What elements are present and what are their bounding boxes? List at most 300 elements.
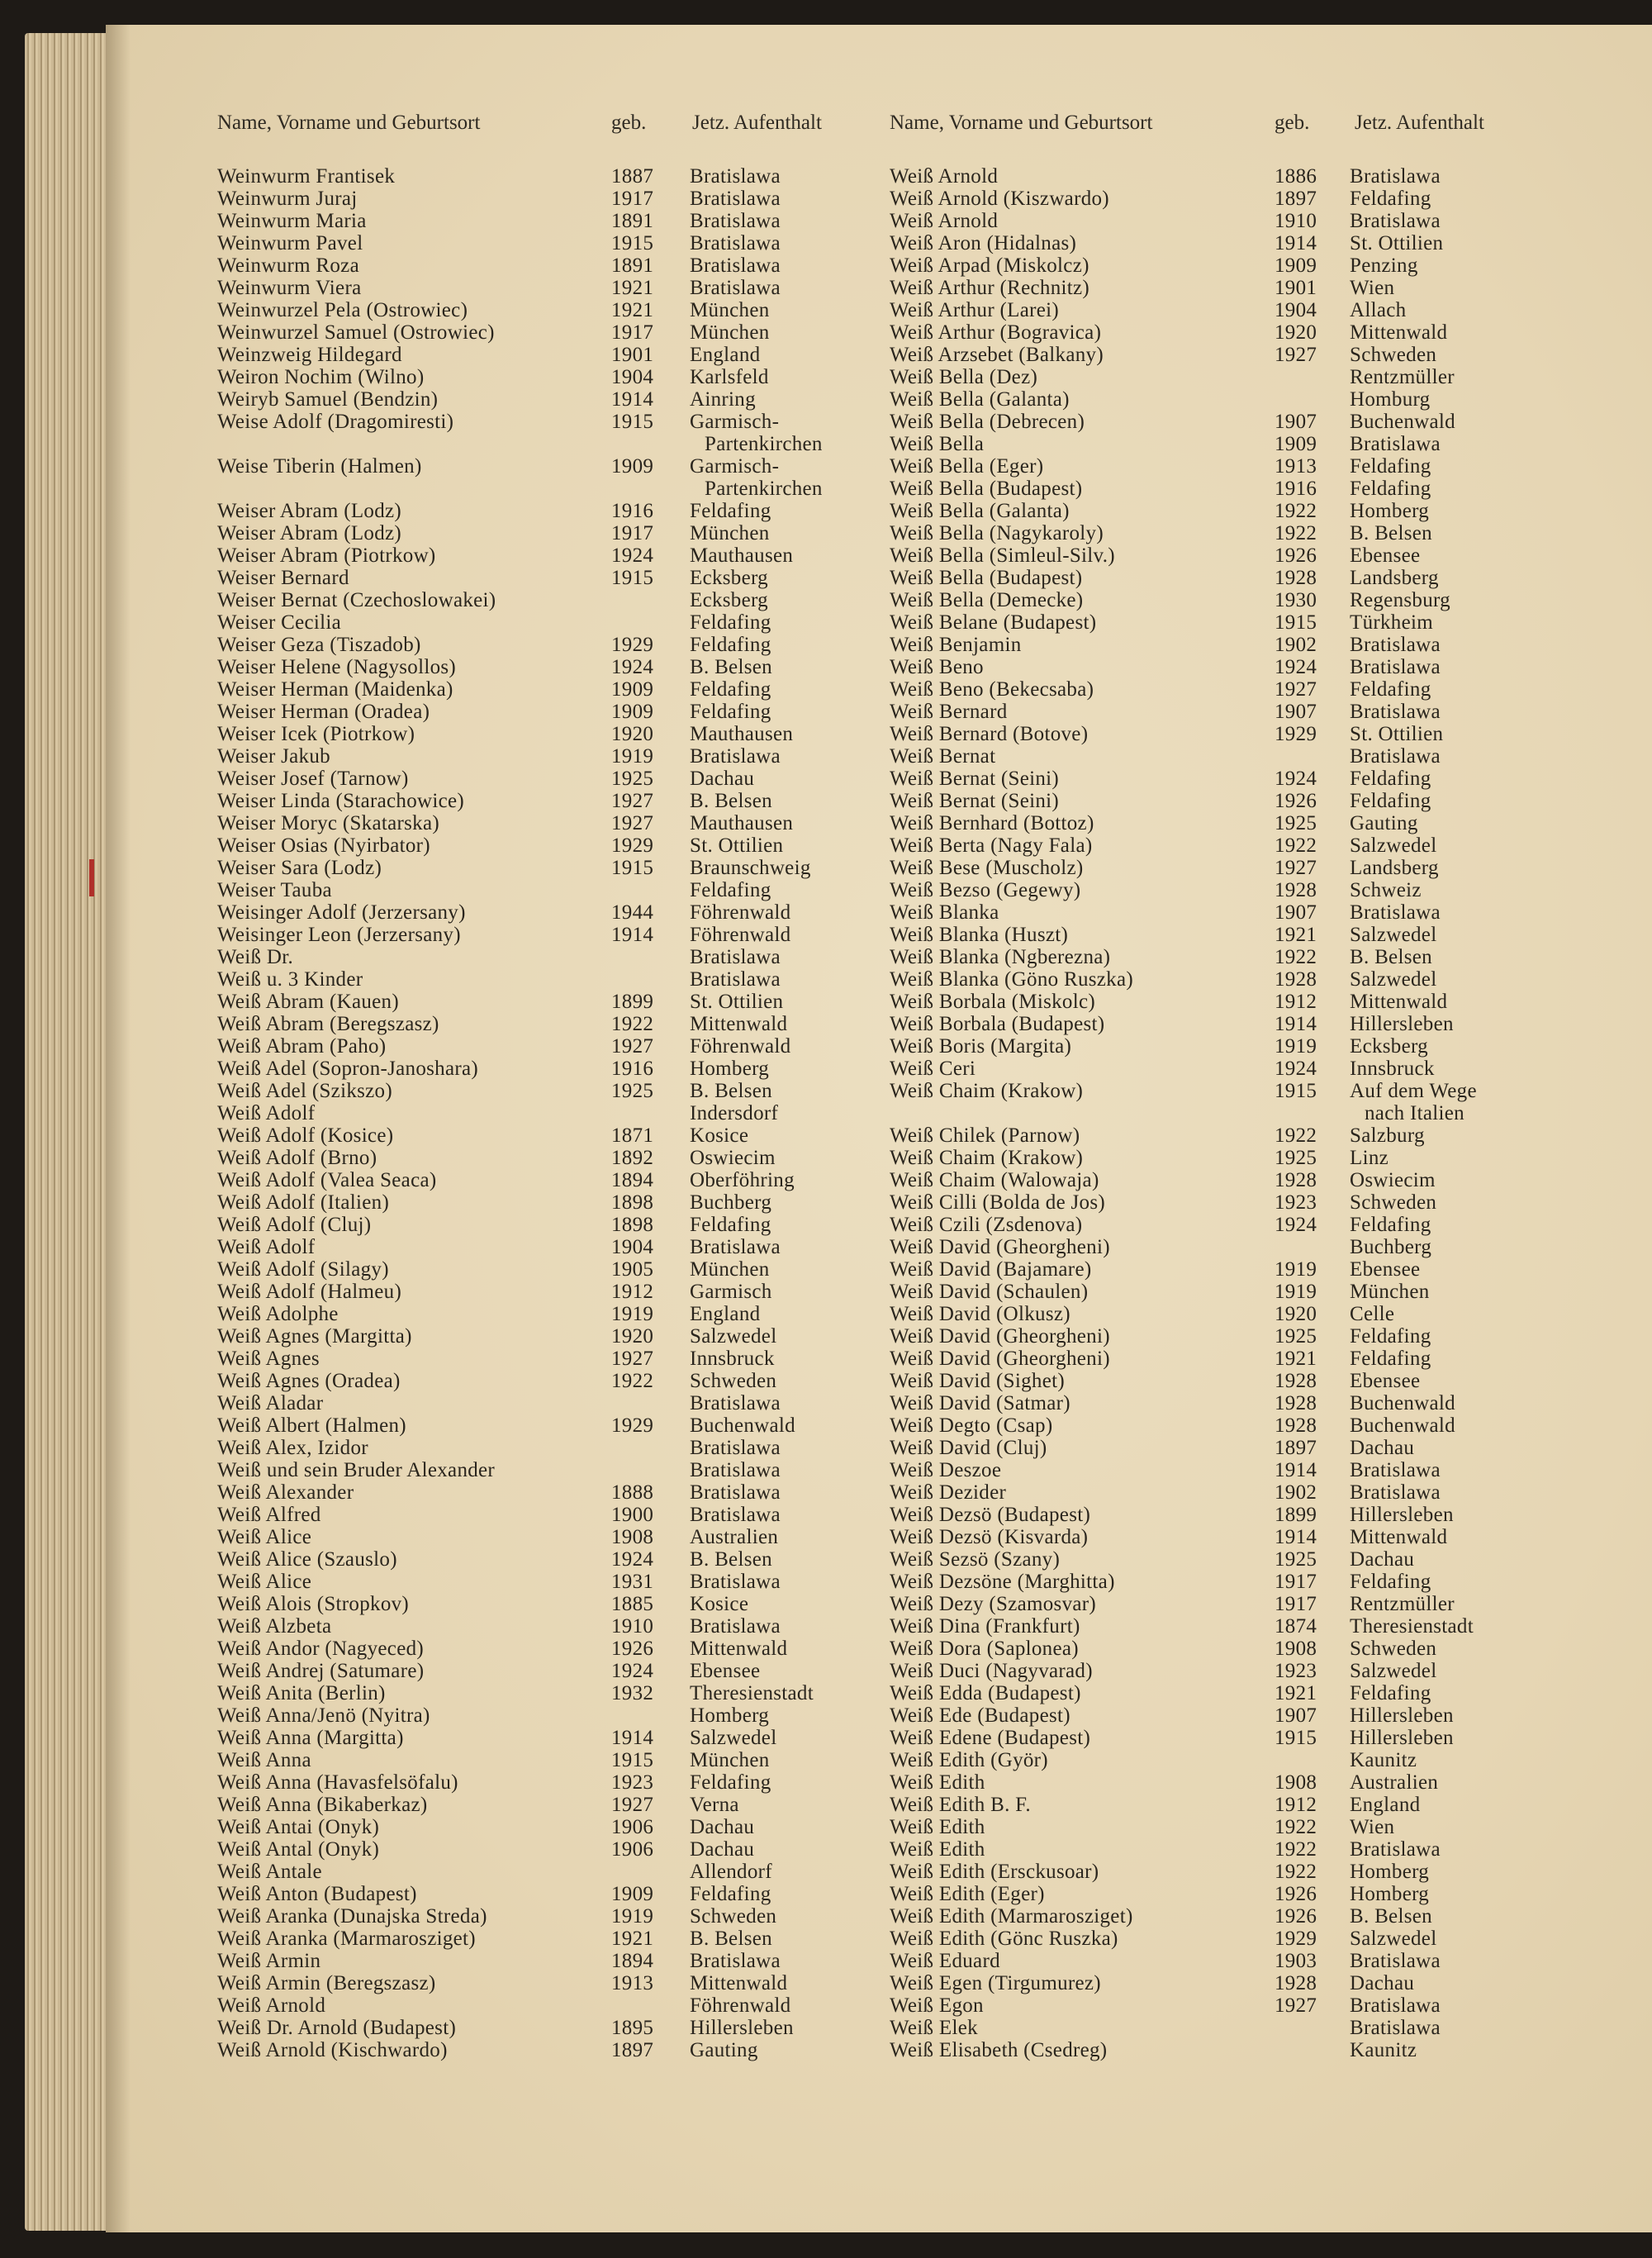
entry-name: Weiß Dr. (217, 946, 294, 968)
entry-birth-year: 1897 (1275, 1437, 1317, 1459)
entry-name: Weiß Bella (890, 433, 985, 455)
entry-birth-year: 1925 (1275, 1548, 1317, 1571)
header-left-ort: Jetz. Aufenthalt (692, 112, 822, 134)
entry-name: Weiß Bernat (890, 745, 996, 768)
entry-residence: Hillersleben (1350, 1504, 1454, 1526)
entry-residence: Buchenwald (1350, 1392, 1455, 1414)
entry-birth-year: 1926 (1275, 1883, 1317, 1905)
entry-residence: Ainring (690, 388, 756, 411)
entry-name: Weiß Bella (Galanta) (890, 388, 1070, 411)
entry-residence: Schweden (1350, 1638, 1437, 1660)
entry-name: Weiß Borbala (Miskolc) (890, 991, 1095, 1013)
entry-birth-year: 1922 (1275, 522, 1317, 544)
entry-residence: B. Belsen (690, 656, 772, 678)
entry-residence: Bratislawa (1350, 656, 1441, 678)
entry-residence: Bratislawa (1350, 2017, 1441, 2039)
entry-birth-year: 1926 (1275, 790, 1317, 812)
page-gutter-shadow (106, 25, 131, 2232)
entry-name: Weiß Alex, Izidor (217, 1437, 368, 1459)
entry-residence: Homberg (1350, 500, 1430, 522)
entry-residence: England (1350, 1794, 1421, 1816)
entry-birth-year: 1929 (1275, 723, 1317, 745)
entry-name: Weiß Antai (Onyk) (217, 1816, 380, 1838)
entry-residence: Bratislawa (690, 968, 781, 991)
entry-birth-year: 1929 (611, 634, 654, 656)
entry-birth-year: 1919 (611, 745, 654, 768)
entry-birth-year: 1900 (611, 1504, 654, 1526)
entry-residence: Feldafing (690, 500, 771, 522)
entry-name: Weiß Bella (Budapest) (890, 478, 1083, 500)
entry-residence: Bratislawa (690, 165, 781, 188)
entry-name: Weiß Dezsöne (Marghitta) (890, 1571, 1115, 1593)
entry-residence: Ebensee (1350, 1370, 1421, 1392)
entry-residence: Türkheim (1350, 611, 1433, 634)
entry-birth-year: 1929 (611, 834, 654, 857)
entry-residence: Landsberg (1350, 567, 1439, 589)
entry-name: Weiß Chaim (Krakow) (890, 1147, 1084, 1169)
entry-name: Weiß Anna/Jenö (Nyitra) (217, 1704, 430, 1727)
entry-name: Weiser Jakub (217, 745, 330, 768)
entry-residence: Innsbruck (1350, 1058, 1435, 1080)
entry-name: Weiß Sezsö (Szany) (890, 1548, 1061, 1571)
entry-residence: Feldafing (1350, 1571, 1431, 1593)
entry-birth-year: 1921 (1275, 1348, 1317, 1370)
entry-birth-year: 1916 (611, 500, 654, 522)
entry-name: Weiß Alice (217, 1526, 312, 1548)
entry-residence: Homberg (1350, 1861, 1430, 1883)
entry-residence: München (690, 321, 770, 344)
entry-birth-year: 1909 (611, 678, 654, 701)
entry-name: Weiser Osias (Nyirbator) (217, 834, 430, 857)
entry-name: Weiß Beno (890, 656, 984, 678)
entry-residence-continuation: Partenkirchen (705, 433, 823, 455)
entry-residence: Bratislawa (1350, 433, 1441, 455)
entry-birth-year: 1922 (611, 1370, 654, 1392)
entry-residence: Dachau (690, 1838, 755, 1861)
entry-name: Weinwurm Maria (217, 210, 367, 232)
entry-birth-year: 1915 (1275, 611, 1317, 634)
entry-birth-year: 1920 (1275, 1303, 1317, 1325)
entry-name: Weiser Tauba (217, 879, 332, 901)
entry-birth-year: 1899 (1275, 1504, 1317, 1526)
entry-birth-year: 1923 (1275, 1191, 1317, 1214)
entry-residence: Feldafing (1350, 1348, 1431, 1370)
entry-residence: Schweden (1350, 1191, 1437, 1214)
entry-name: Weiß Boris (Margita) (890, 1035, 1072, 1058)
entry-residence: Kaunitz (1350, 2039, 1417, 2061)
entry-residence: Verna (690, 1794, 739, 1816)
entry-residence: Linz (1350, 1147, 1389, 1169)
entry-residence: Indersdorf (690, 1102, 779, 1124)
entry-birth-year: 1901 (611, 344, 654, 366)
entry-name: Weiß Alzbeta (217, 1615, 332, 1638)
entry-name: Weiser Cecilia (217, 611, 342, 634)
header-right-ort: Jetz. Aufenthalt (1355, 112, 1484, 134)
entry-birth-year: 1908 (611, 1526, 654, 1548)
entry-birth-year: 1919 (1275, 1035, 1317, 1058)
entry-residence: Bratislawa (1350, 745, 1441, 768)
entry-residence: Auf dem Wege (1350, 1080, 1477, 1102)
entry-residence: Oswiecim (1350, 1169, 1436, 1191)
entry-residence: Feldafing (1350, 1325, 1431, 1348)
entry-name: Weiß Cilli (Bolda de Jos) (890, 1191, 1106, 1214)
entry-birth-year: 1920 (611, 723, 654, 745)
entry-residence: Garmisch (690, 1281, 772, 1303)
entry-name: Weiß Bernat (Seini) (890, 768, 1060, 790)
entry-name: Weiß Blanka (Ngberezna) (890, 946, 1111, 968)
entry-name: Weiß Aranka (Marmarosziget) (217, 1928, 476, 1950)
entry-name: Weiser Bernard (217, 567, 349, 589)
entry-residence: England (690, 1303, 761, 1325)
entry-birth-year: 1907 (1275, 1704, 1317, 1727)
entry-residence: B. Belsen (1350, 1905, 1432, 1928)
entry-name: Weiß Dezy (Szamosvar) (890, 1593, 1097, 1615)
entry-name: Weiß Abram (Paho) (217, 1035, 387, 1058)
entry-name: Weiß Edith (890, 1838, 985, 1861)
entry-name: Weiß Egen (Tirgumurez) (890, 1972, 1101, 1994)
entry-birth-year: 1923 (1275, 1660, 1317, 1682)
entry-name: Weiß Arthur (Bogravica) (890, 321, 1102, 344)
entry-birth-year: 1904 (1275, 299, 1317, 321)
entry-residence: Regensburg (1350, 589, 1450, 611)
entry-residence: Allach (1350, 299, 1407, 321)
entry-name: Weiser Abram (Lodz) (217, 500, 402, 522)
entry-name: Weiß Bella (Simleul-Silv.) (890, 544, 1115, 567)
entry-birth-year: 1924 (611, 656, 654, 678)
entry-residence: Salzwedel (1350, 834, 1437, 857)
entry-birth-year: 1898 (611, 1214, 654, 1236)
entry-residence: B. Belsen (690, 1548, 772, 1571)
entry-residence: Buchberg (690, 1191, 772, 1214)
entry-residence: Dachau (1350, 1972, 1415, 1994)
entry-birth-year: 1909 (1275, 254, 1317, 277)
entry-name: Weiß Bella (Debrecen) (890, 411, 1085, 433)
entry-birth-year: 1917 (611, 522, 654, 544)
entry-birth-year: 1922 (1275, 1838, 1317, 1861)
entry-residence: Oswiecim (690, 1147, 776, 1169)
entry-birth-year: 1897 (1275, 188, 1317, 210)
entry-birth-year: 1921 (1275, 1682, 1317, 1704)
entry-name: Weiß Bella (Galanta) (890, 500, 1070, 522)
entry-name: Weiß Eduard (890, 1950, 1000, 1972)
entry-name: Weiß und sein Bruder Alexander (217, 1459, 496, 1481)
entry-name: Weiß Adolf (Kosice) (217, 1124, 394, 1147)
entry-residence: Bratislawa (690, 1236, 781, 1258)
entry-name: Weiß Dezider (890, 1481, 1007, 1504)
entry-name: Weinwurm Pavel (217, 232, 363, 254)
entry-residence: Ecksberg (690, 567, 768, 589)
entry-name: Weiser Herman (Maidenka) (217, 678, 453, 701)
entry-birth-year: 1913 (1275, 455, 1317, 478)
entry-name: Weiß Adolf (Halmeu) (217, 1281, 402, 1303)
entry-residence: Mauthausen (690, 723, 794, 745)
entry-residence: St. Ottilien (1350, 723, 1444, 745)
entry-residence: Theresienstadt (690, 1682, 814, 1704)
entry-name: Weinwurm Frantisek (217, 165, 396, 188)
entry-name: Weiß Dina (Frankfurt) (890, 1615, 1080, 1638)
entry-residence: Bratislawa (690, 946, 781, 968)
entry-residence: Feldafing (690, 678, 771, 701)
entry-name: Weiß Anna (Havasfelsöfalu) (217, 1771, 458, 1794)
entry-residence: Salzburg (1350, 1124, 1425, 1147)
entry-name: Weiß Alfred (217, 1504, 321, 1526)
entry-birth-year: 1915 (611, 1749, 654, 1771)
entry-birth-year: 1892 (611, 1147, 654, 1169)
entry-name: Weiß Degto (Csap) (890, 1414, 1053, 1437)
entry-residence: Feldafing (1350, 188, 1431, 210)
entry-birth-year: 1891 (611, 210, 654, 232)
entry-name: Weiß Bella (Budapest) (890, 567, 1083, 589)
entry-name: Weiß Antal (Onyk) (217, 1838, 380, 1861)
entry-residence: Karlsfeld (690, 366, 769, 388)
entry-residence: Salzwedel (690, 1727, 777, 1749)
entry-residence: Hillersleben (690, 2017, 794, 2039)
entry-residence: Kaunitz (1350, 1749, 1417, 1771)
entry-residence: Ebensee (1350, 544, 1421, 567)
entry-birth-year: 1921 (611, 277, 654, 299)
entry-birth-year: 1944 (611, 901, 654, 924)
entry-name: Weiß Anton (Budapest) (217, 1883, 417, 1905)
entry-name: Weiß David (Olkusz) (890, 1303, 1070, 1325)
entry-name: Weiß Agnes (Margitta) (217, 1325, 412, 1348)
entry-birth-year: 1925 (611, 1080, 654, 1102)
entry-name: Weiß Agnes (Oradea) (217, 1370, 401, 1392)
entry-name: Weiß Czili (Zsdenova) (890, 1214, 1083, 1236)
entry-residence: Bratislawa (690, 254, 781, 277)
entry-residence: Theresienstadt (1350, 1615, 1474, 1638)
entry-birth-year: 1922 (1275, 500, 1317, 522)
entry-birth-year: 1871 (611, 1124, 654, 1147)
entry-residence: München (690, 299, 770, 321)
entry-name: Weiß Adolf (217, 1102, 316, 1124)
entry-birth-year: 1895 (611, 2017, 654, 2039)
entry-name: Weiß David (Gheorgheni) (890, 1236, 1110, 1258)
entry-residence: Bratislawa (1350, 1481, 1441, 1504)
entry-name: Weiß Arnold (Kischwardo) (217, 2039, 448, 2061)
entry-birth-year: 1905 (611, 1258, 654, 1281)
entry-residence: Feldafing (1350, 478, 1431, 500)
entry-birth-year: 1915 (611, 411, 654, 433)
entry-birth-year: 1927 (1275, 678, 1317, 701)
entry-birth-year: 1899 (611, 991, 654, 1013)
entry-birth-year: 1925 (1275, 812, 1317, 834)
entry-name: Weiß Adolf (Cluj) (217, 1214, 372, 1236)
entry-birth-year: 1885 (611, 1593, 654, 1615)
entry-residence: Bratislawa (690, 1571, 781, 1593)
entry-name: Weiß Arthur (Larei) (890, 299, 1059, 321)
entry-birth-year: 1919 (611, 1905, 654, 1928)
entry-name: Weinwurzel Samuel (Ostrowiec) (217, 321, 495, 344)
entry-name: Weiß David (Sighet) (890, 1370, 1065, 1392)
entry-birth-year: 1914 (1275, 232, 1317, 254)
entry-birth-year: 1919 (1275, 1258, 1317, 1281)
entry-name: Weiß Bella (Eger) (890, 455, 1044, 478)
entry-name: Weiß Bella (Nagykaroly) (890, 522, 1104, 544)
entry-residence: Feldafing (1350, 1682, 1431, 1704)
entry-name: Weiß David (Gheorgheni) (890, 1348, 1110, 1370)
entry-residence: Föhrenwald (690, 901, 791, 924)
entry-birth-year: 1924 (1275, 656, 1317, 678)
entry-residence: Bratislawa (690, 1615, 781, 1638)
entry-residence: Bratislawa (690, 232, 781, 254)
entry-residence: Garmisch- (690, 455, 780, 478)
bookmark-ribbon (89, 859, 94, 896)
entry-residence: Homberg (690, 1058, 770, 1080)
entry-name: Weiß David (Satmar) (890, 1392, 1070, 1414)
entry-residence: Bratislawa (1350, 901, 1441, 924)
entry-name: Weiß Dezsö (Budapest) (890, 1504, 1091, 1526)
entry-residence: Bratislawa (690, 1504, 781, 1526)
entry-name: Weiß Arnold (890, 210, 999, 232)
entry-name: Weiß Armin (Beregszasz) (217, 1972, 436, 1994)
entry-name: Weiß Chaim (Walowaja) (890, 1169, 1099, 1191)
entry-residence: München (690, 522, 770, 544)
entry-name: Weiser Moryc (Skatarska) (217, 812, 439, 834)
entry-name: Weiß Adel (Sopron-Janoshara) (217, 1058, 479, 1080)
entry-birth-year: 1891 (611, 254, 654, 277)
entry-name: Weiß Ceri (890, 1058, 976, 1080)
entry-name: Weiß Anna (Margitta) (217, 1727, 404, 1749)
entry-residence: Landsberg (1350, 857, 1439, 879)
entry-birth-year: 1910 (611, 1615, 654, 1638)
entry-birth-year: 1930 (1275, 589, 1317, 611)
entry-name: Weiß Chilek (Parnow) (890, 1124, 1080, 1147)
entry-birth-year: 1894 (611, 1950, 654, 1972)
entry-birth-year: 1916 (1275, 478, 1317, 500)
entry-birth-year: 1927 (1275, 857, 1317, 879)
entry-name: Weinwurm Roza (217, 254, 359, 277)
entry-name: Weiß Edith B. F. (890, 1794, 1031, 1816)
entry-residence: Homberg (690, 1704, 770, 1727)
entry-residence: St. Ottilien (690, 991, 784, 1013)
entry-name: Weiser Abram (Lodz) (217, 522, 402, 544)
page-stack-edge (25, 33, 112, 2231)
entry-residence: Hillersleben (1350, 1704, 1454, 1727)
entry-birth-year: 1926 (1275, 544, 1317, 567)
entry-residence-continuation: nach Italien (1365, 1102, 1464, 1124)
entry-residence: Ecksberg (690, 589, 768, 611)
entry-residence: Bratislawa (1350, 165, 1441, 188)
entry-birth-year: 1928 (1275, 879, 1317, 901)
entry-residence: Salzwedel (1350, 1660, 1437, 1682)
entry-name: Weiß Ede (Budapest) (890, 1704, 1070, 1727)
entry-birth-year: 1908 (1275, 1771, 1317, 1794)
entry-name: Weise Tiberin (Halmen) (217, 455, 422, 478)
entry-name: Weiß Arthur (Rechnitz) (890, 277, 1090, 299)
entry-birth-year: 1909 (611, 701, 654, 723)
entry-residence: Feldafing (690, 1883, 771, 1905)
entry-residence: Bratislawa (1350, 1994, 1441, 2017)
entry-name: Weiß Anna (217, 1749, 311, 1771)
entry-birth-year: 1909 (1275, 433, 1317, 455)
entry-residence: Feldafing (1350, 790, 1431, 812)
entry-name: Weiß Anna (Bikaberkaz) (217, 1794, 428, 1816)
entry-birth-year: 1915 (1275, 1080, 1317, 1102)
entry-residence: Homburg (1350, 388, 1431, 411)
entry-name: Weiß Deszoe (890, 1459, 1002, 1481)
entry-name: Weiser Icek (Piotrkow) (217, 723, 415, 745)
entry-birth-year: 1914 (1275, 1526, 1317, 1548)
entry-birth-year: 1928 (1275, 1414, 1317, 1437)
entry-residence: Buchenwald (1350, 411, 1455, 433)
entry-residence: Dachau (1350, 1437, 1415, 1459)
entry-name: Weiser Bernat (Czechoslowakei) (217, 589, 496, 611)
entry-birth-year: 1927 (611, 1794, 654, 1816)
entry-birth-year: 1901 (1275, 277, 1317, 299)
entry-birth-year: 1920 (611, 1325, 654, 1348)
entry-name: Weinwurzel Pela (Ostrowiec) (217, 299, 468, 321)
entry-birth-year: 1908 (1275, 1638, 1317, 1660)
entry-residence: Bratislawa (690, 277, 781, 299)
entry-birth-year: 1927 (611, 1035, 654, 1058)
entry-birth-year: 1897 (611, 2039, 654, 2061)
entry-name: Weiryb Samuel (Bendzin) (217, 388, 439, 411)
entry-residence: Föhrenwald (690, 924, 791, 946)
entry-name: Weinwurm Viera (217, 277, 362, 299)
entry-birth-year: 1904 (611, 366, 654, 388)
entry-name: Weinwurm Juraj (217, 188, 358, 210)
entry-name: Weiß Egon (890, 1994, 984, 2017)
entry-residence: Mittenwald (690, 1638, 788, 1660)
entry-residence: Braunschweig (690, 857, 811, 879)
entry-name: Weiß Anita (Berlin) (217, 1682, 386, 1704)
entry-birth-year: 1907 (1275, 701, 1317, 723)
entry-name: Weiß Andrej (Satumare) (217, 1660, 425, 1682)
entry-name: Weiß Bese (Muscholz) (890, 857, 1084, 879)
entry-name: Weiß Adolf (217, 1236, 316, 1258)
entry-name: Weiß Dora (Saplonea) (890, 1638, 1079, 1660)
entry-name: Weiß Aron (Hidalnas) (890, 232, 1077, 254)
entry-residence: Bratislawa (1350, 634, 1441, 656)
entry-birth-year: 1924 (611, 1660, 654, 1682)
entry-name: Weiß Edith (890, 1816, 985, 1838)
entry-name: Weiß David (Bajamare) (890, 1258, 1092, 1281)
entry-name: Weiß Duci (Nagyvarad) (890, 1660, 1093, 1682)
entry-residence: Mauthausen (690, 544, 794, 567)
entry-birth-year: 1921 (611, 299, 654, 321)
entry-name: Weiß Dr. Arnold (Budapest) (217, 2017, 457, 2039)
entry-residence: Buchenwald (1350, 1414, 1455, 1437)
entry-birth-year: 1919 (1275, 1281, 1317, 1303)
entry-birth-year: 1928 (1275, 968, 1317, 991)
entry-name: Weiß Arnold (890, 165, 999, 188)
entry-birth-year: 1914 (611, 924, 654, 946)
entry-name: Weiß Bezso (Gegewy) (890, 879, 1081, 901)
entry-name: Weisinger Adolf (Jerzersany) (217, 901, 466, 924)
entry-name: Weiser Helene (Nagysollos) (217, 656, 457, 678)
entry-residence: Mittenwald (690, 1972, 788, 1994)
entry-residence: Buchberg (1350, 1236, 1432, 1258)
entry-residence: Föhrenwald (690, 1035, 791, 1058)
entry-name: Weiß Aladar (217, 1392, 324, 1414)
entry-birth-year: 1907 (1275, 411, 1317, 433)
entry-residence: Ebensee (690, 1660, 761, 1682)
entry-residence: Wien (1350, 1816, 1395, 1838)
entry-residence-continuation: Partenkirchen (705, 478, 823, 500)
entry-name: Weiß Adolf (Brno) (217, 1147, 377, 1169)
entry-birth-year: 1920 (1275, 321, 1317, 344)
entry-residence: B. Belsen (690, 1928, 772, 1950)
entry-name: Weiß Alexander (217, 1481, 354, 1504)
entry-birth-year: 1921 (611, 1928, 654, 1950)
entry-birth-year: 1906 (611, 1816, 654, 1838)
entry-residence: Homberg (1350, 1883, 1430, 1905)
entry-birth-year: 1922 (611, 1013, 654, 1035)
entry-name: Weiß Edith (890, 1771, 985, 1794)
entry-birth-year: 1925 (1275, 1147, 1317, 1169)
entry-name: Weinzweig Hildegard (217, 344, 402, 366)
entry-residence: Gauting (1350, 812, 1418, 834)
